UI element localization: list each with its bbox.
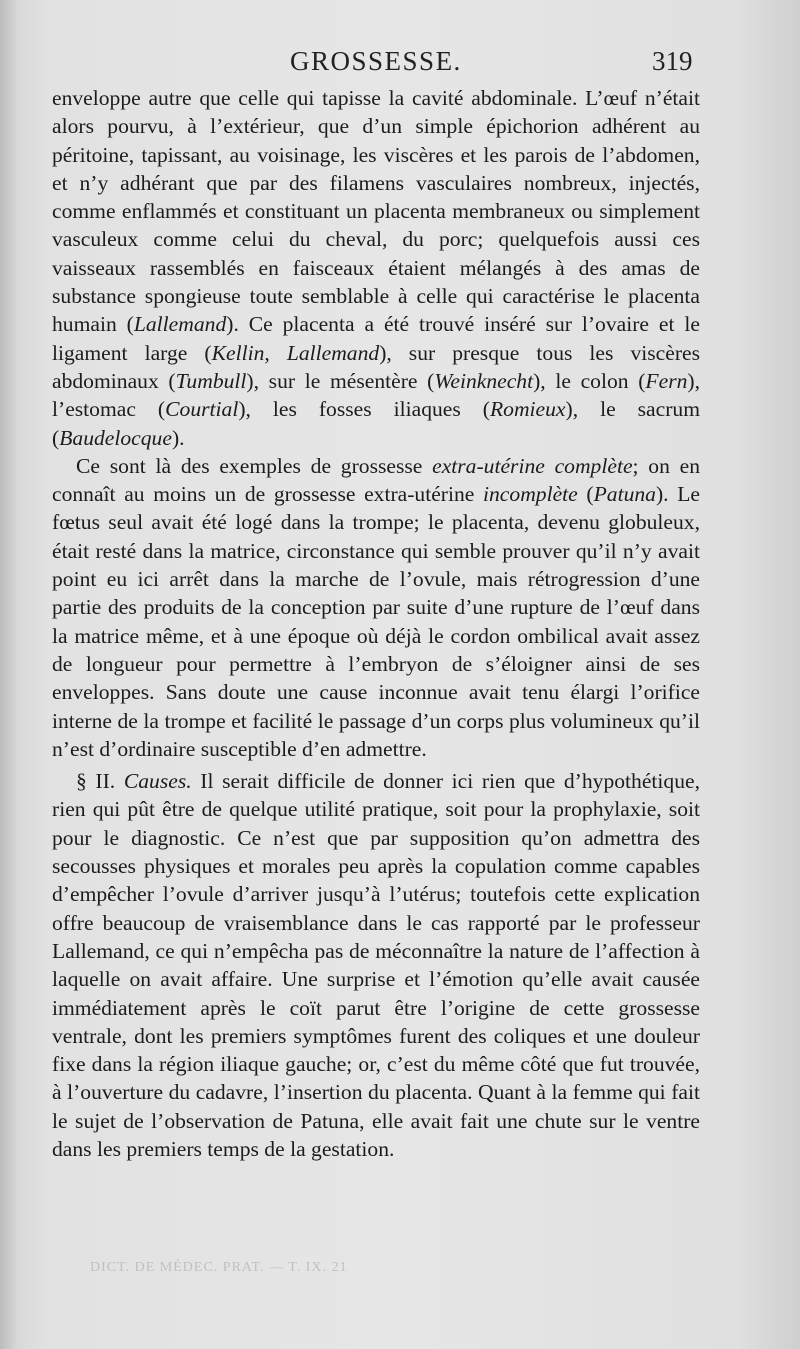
citation: Weinknecht [434, 368, 534, 393]
paragraph-2 [52, 452, 700, 763]
citation: Courtial [165, 397, 239, 422]
running-title: GROSSESSE. [290, 46, 462, 76]
section-heading: Causes. [123, 769, 192, 794]
emphasis: extra-utérine complète [432, 453, 633, 478]
footer-signature: DICT. DE MÉDEC. PRAT. — T. IX. 21 [90, 1260, 348, 1275]
text-run: ), le sacrum ( [52, 397, 701, 450]
paragraph-1 [52, 84, 700, 452]
text-run: ), le colon ( [533, 368, 646, 393]
citation: Tumbull [175, 368, 247, 393]
section-marker: § II. [76, 769, 124, 794]
citation: Patuna [593, 482, 656, 507]
text-run: ). Ce placenta a été trouvé inséré sur l’ovaire et le ligament large ( [52, 312, 700, 365]
citation: Lallemand [286, 340, 380, 365]
citation: Baudelocque [59, 425, 172, 450]
text-run: ; on en connaît au moins un de grossesse extra-utérine [52, 453, 701, 507]
text-run: Il serait difficile de donner ici rien que d’hypothétique, rien qui pût être de quelque utilité pratique, soit pour la prophylaxie, soit pour le diagnostic. Ce n’est que par supposition qu’on admettra des secousses physiques et morales peu après la copulation comme capables d’empêcher l’ovule d’arriver jusqu’à l’utérus; toutefois cette explication offre beaucoup de vraisemblance dans le cas rapporté par le professeur Lallemand, ce qui n’empêcha pas de méconnaître la nature de l’affection à laquelle on avait affaire. Une surprise et l’émotion qu’elle avait causée immédiatement après le coït parut être l’origine de cette grossesse ventrale, dont les premiers symptômes furent des coliques et une douleur fixe dans la région iliaque gauche; or, c’est du même côté que fut trouvée, à l’ouverture du cadavre, l’insertion du placenta. Quant à la femme qui fait le sujet de l’observation de Patuna, elle avait fait une chute sur le ventre dans les premiers temps de la gestation. [52, 769, 700, 1161]
text-run: ), l’estomac ( [52, 368, 700, 422]
body-text [52, 84, 700, 1163]
citation: Fern [645, 368, 688, 393]
page-header [0, 46, 800, 86]
text-run: ). Le fœtus seul avait été logé dans la trompe; le placenta, devenu globuleux, était resté dans la matrice, circonstance qui semble prouver qu’il n’y avait point eu ici arrêt dans la marche de l’ovule, mais rétrogression d’une partie des produits de la conception par suite d’une rupture de l’œuf dans la matrice même, et à une époque où déjà le cordon ombilical avait assez de longueur pour permettre à l’embryon de s’éloigner ainsi de ses enveloppes. Sans doute une cause inconnue avait tenu élargi l’orifice interne de la trompe et facilité le passage d’un corps plus volumineux qu’il n’est d’ordinaire susceptible d’en admettre. [52, 482, 700, 761]
citation: Romieux [489, 397, 566, 422]
text-run: Ce sont là des exemples de grossesse [76, 453, 433, 478]
text-run: enveloppe autre que celle qui tapisse la cavité abdominale. L’œuf n’était alors pourvu, à l’extérieur, que d’un simple épichorion adhérent au péritoine, tapissant, au voisinage, les viscères et les parois de l’abdomen, et n’y adhérant que par des filamens vasculaires nombreux, injectés, comme enflammés et constituant un placenta membraneux ou simplement vasculeux comme celui du cheval, du porc; quelquefois aussi ces vaisseaux rassemblés en faisceaux étaient mélangés à des amas de substance spongieuse toute semblable à celle qui caractérise le placenta humain ( [52, 86, 700, 337]
text-run: ). [171, 425, 185, 450]
text-run: ), sur le mésentère ( [246, 368, 435, 393]
citation: Lallemand [133, 312, 227, 337]
text-run: ( [577, 482, 594, 507]
text-run: ), sur presque tous les viscères abdominaux ( [52, 340, 700, 393]
citation: Kellin [211, 340, 265, 365]
emphasis: incomplète [483, 482, 578, 507]
page-number: 319 [652, 46, 693, 76]
text-run: , [264, 340, 287, 365]
page-gutter-shadow [0, 0, 18, 1349]
text-run: ), les fosses iliaques ( [238, 397, 490, 422]
paragraph-3 [52, 767, 700, 1163]
